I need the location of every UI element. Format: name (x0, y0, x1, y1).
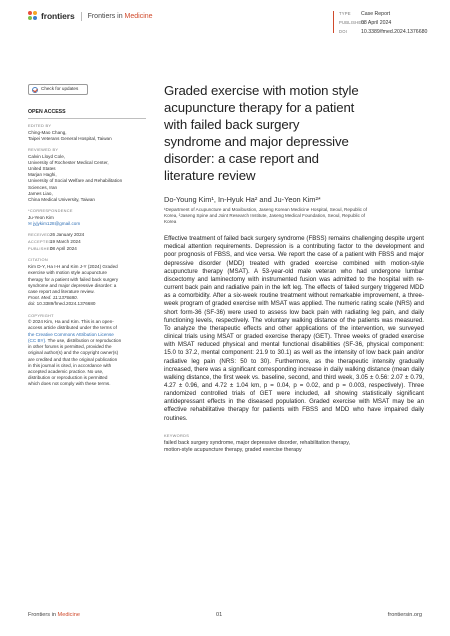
correspondence-heading: *CORRESPONDENCE (28, 208, 73, 214)
correspondence-section (28, 208, 146, 227)
frontiers-logo[interactable] (28, 11, 153, 21)
reviewer-line: Calvin Lloyd Cole, (28, 153, 66, 159)
copyright-line: are credited and that the original publication (28, 356, 118, 362)
citation-line: exercise with motion style acupuncture (28, 270, 107, 276)
reviewer-line: University of Social Welfare and Rehabilitation (28, 178, 123, 184)
header-divider (81, 12, 82, 21)
footer-site-link[interactable]: frontiersin.org (387, 612, 422, 618)
article-main (164, 82, 424, 454)
reviewer-line: University of Rochester Medical Center, (28, 159, 109, 165)
editor-affiliation: Taipei Veterans General Hospital, Taiwan (28, 135, 112, 141)
abstract-text: Effective treatment of failed back surgery syndrome (FBSS) remains challenging despite urgent medical attention requirements. Depression is a contributing factor to the development and poor prognosis of FBSS, and vice versa. We report the case of a patient with FBSS and major depressive disorder (MDD) treated with graded exercise combined with motion-style acupuncture therapy (MSAT). A 53-year-old male veteran who had undergone lumbar discectomy and laminectomy with instrumented fusion was admitted to the hospital with re-current back pain and radiative pain in the left leg. The effects of failed surgery triggered MDD as a comorbidity. After a six-week routine treatment without remarkable improvement, a three-week program of graded exercise with MSAT was applied. The numeric rating scale (NRS) and short form-36 (SF-36) were used to assess low back pain with radiating leg pain, and daily functioning levels, respectively. The voluntary walking distance of the patients was measured. To analyze the therapeutic effects and other applications of the intervention, we surveyed clinical trials using MSAT or graded exercise therapy (GET). Three weeks of graded exercise with MSAT reduced physical and mental functional disabilities (SF-36, physical component: 15.0 to 37.2, mental component: 21.9 to 30.1) as well as the intensity of low back pain and/or radiative leg pain (NRS: 50 to 30). Furthermore, as the therapeutic intensity gradually increased, there was a significant corresponding increase in daily walking distance (mean daily walking distance, the first week vs. baseline, second, and third week, 3.05 ± 0.56: 2.07 ± 0.79, 4.27 ± 0.96, and 4.72 ± 1.04 km, p = 0.04, p = 0.02, and p = 0.003, respectively). Three randomized controlled trials of GET were included, all showing statistically significant antidepressant effects in the diseased population. Graded exercise with MSAT may be an effective rehabilitative therapy for patients with FBSS and MDD who have impaired daily routines. (164, 235, 424, 422)
edited-by-heading: EDITED BY (28, 122, 52, 128)
copyright-line: access article distributed under the terms of (28, 325, 117, 331)
frontiers-logo-icon (28, 11, 38, 21)
reviewer-line: Marjan Haghi, (28, 172, 57, 178)
logo-text: frontiers (41, 11, 75, 21)
copyright-section (28, 313, 146, 388)
copyright-line: distribution or reproduction is permitted (28, 375, 108, 381)
open-access-label: OPEN ACCESS (28, 109, 66, 115)
edited-by-section (28, 123, 146, 142)
copyright-line: original author(s) and the copyright owner(s) (28, 350, 119, 356)
reviewed-by-section (28, 147, 146, 203)
published-date: PUBLISHED08 April 2024 (28, 245, 77, 251)
journal-prefix: Frontiers in (87, 12, 123, 20)
copyright-line: in other forums is permitted, provided the (28, 344, 112, 350)
citation-line: case report and literature review. (28, 288, 95, 294)
correspondent-name: Ju-Yeon Kim (28, 214, 54, 220)
article-meta (339, 10, 427, 36)
dates-section (28, 232, 146, 252)
sidebar-divider (28, 118, 146, 119)
article-sidebar (28, 84, 146, 393)
reviewer-line: Sciences, Iran (28, 184, 58, 190)
citation-section (28, 257, 146, 307)
keywords-heading: KEYWORDS (164, 432, 190, 438)
journal-title: Medicine (124, 12, 153, 20)
page-header (28, 10, 430, 34)
editor-name: Ching-Mao Chang, (28, 129, 67, 135)
citation-line: therapy for a patient with failed back surgery (28, 276, 119, 282)
received-date: RECEIVED26 January 2024 (28, 232, 85, 238)
accepted-date: ACCEPTED19 March 2024 (28, 239, 81, 245)
affiliations: ¹Department of Acupuncture and Moxibustion, Jaseng Korean Medicine Hospital, Seoul, Republic of Korea, ²Jaseng Spine and Joint Research Institute, Jaseng Medical Foundation, Seoul, Republic of Korea (164, 206, 368, 224)
citation-heading: CITATION (28, 257, 48, 263)
cc-by-link[interactable]: (CC BY). (28, 337, 47, 343)
citation-line: syndrome and major depressive disorder: a (28, 282, 117, 288)
copyright-line: © 2024 Kim, Ha and Kim. This is an open- (28, 319, 114, 325)
cc-license-link[interactable]: the Creative Commons Attribution License (28, 331, 114, 337)
journal-name[interactable] (88, 13, 153, 20)
reviewer-line: James Liao, (28, 190, 53, 196)
copyright-line: The use, distribution or reproduction (47, 337, 122, 343)
copyright-line: which does not comply with these terms. (28, 381, 111, 387)
footer-journal[interactable]: Frontiers in Medicine (28, 612, 80, 618)
reviewer-line: United States (28, 166, 56, 172)
reviewed-by-heading: REVIEWED BY (28, 146, 59, 152)
check-updates-icon (32, 87, 38, 93)
meta-accent-bar (333, 11, 334, 33)
copyright-line: accepted academic practice. No use, (28, 368, 104, 374)
citation-doi: doi: 10.3389/fmed.2024.1376680 (28, 301, 96, 307)
copyright-heading: COPYRIGHT (28, 312, 54, 318)
correspondent-email-link[interactable]: ✉ jyjykim128@gmail.com (28, 221, 81, 227)
check-updates-label: Check for updates (41, 86, 79, 92)
meta-doi: DOI 10.3389/fmed.2024.1376680 (339, 28, 428, 35)
citation-line: Kim D-Y, Ha I-H and Kim J-Y (2024) Graded (28, 264, 118, 270)
check-for-updates-button[interactable] (28, 84, 88, 95)
author-list[interactable]: Do-Young Kim¹, In-Hyuk Ha² and Ju-Yeon Kim²* (164, 194, 321, 204)
page-number: 01 (216, 612, 223, 618)
reviewer-line: China Medical University, Taiwan (28, 197, 95, 203)
meta-published: PUBLISHED08 April 2024 (339, 19, 392, 26)
keywords-list: failed back surgery syndrome, major depressive disorder, rehabilitation therapy, motion-style acupuncture therapy, graded exercise therapy (164, 439, 350, 453)
article-title: Graded exercise with motion style acupuncture therapy for a patient with failed back surgery syndrome and major depressive disorder: a case report and literature review (164, 83, 359, 184)
copyright-line: in this journal is cited, in accordance with (28, 362, 112, 368)
meta-type: TYPE Case Report (339, 11, 391, 17)
citation-line: Front. Med. 11:1376680. (28, 295, 78, 301)
